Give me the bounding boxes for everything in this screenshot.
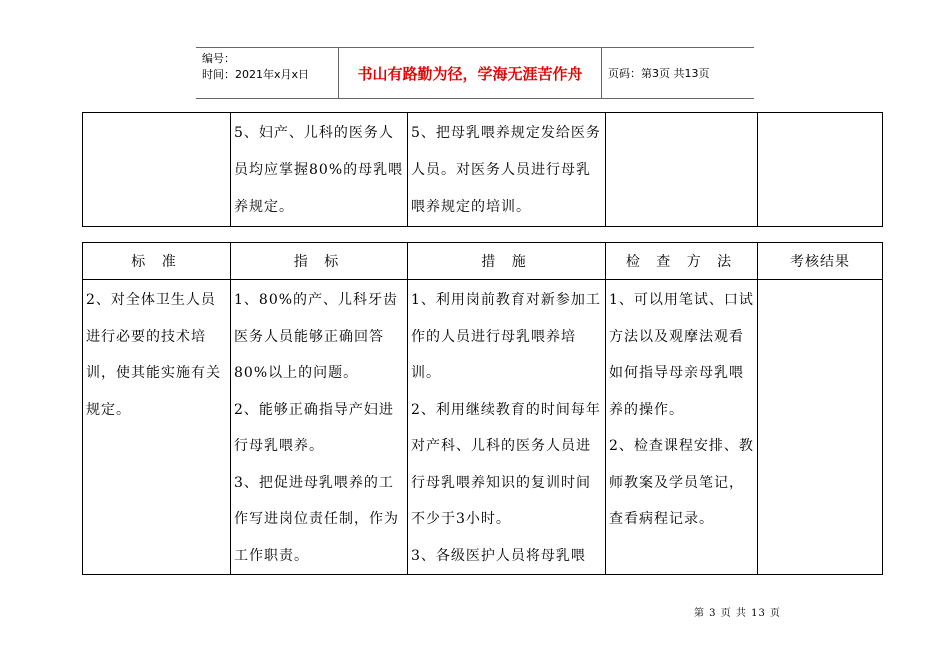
- measure-cell: [408, 280, 606, 575]
- number-label: 编号：: [202, 52, 235, 65]
- measure-item: 3、各级医护人员将母乳喂: [411, 547, 586, 564]
- table-header-row: [83, 243, 883, 280]
- table-row: [83, 113, 883, 227]
- header-result: 考核结果: [758, 243, 883, 280]
- indicator-item: 2、能够正确指导产妇进行母乳喂养。: [234, 401, 394, 454]
- method-cell: [606, 280, 758, 575]
- indicator-cell: 5、妇产、儿科的医务人员均应掌握80%的母乳喂养规定。: [231, 113, 408, 227]
- indicator-cell: [231, 280, 408, 575]
- standard-cell: 2、对全体卫生人员进行必要的技术培训，使其能实施有关规定。: [83, 280, 231, 575]
- header-indicator: 指 标: [231, 243, 408, 280]
- page-header: [196, 47, 754, 99]
- header-method: 检 查 方 法: [606, 243, 758, 280]
- table-row: [83, 280, 883, 575]
- measure-cell: 5、把母乳喂养规定发给医务人员。对医务人员进行母乳喂养规定的培训。: [408, 113, 606, 227]
- continued-table: [82, 112, 883, 227]
- measure-item: 2、利用继续教育的时间每年对产科、儿科的医务人员进行母乳喂养知识的复训时间不少于3小时。: [411, 401, 601, 527]
- method-cell: [606, 113, 758, 227]
- time-label: 时间：2021年x月x日: [202, 68, 310, 81]
- standard-cell: [83, 113, 231, 227]
- result-cell: [758, 113, 883, 227]
- method-item: 1、可以用笔试、口试方法以及观摩法观看如何指导母亲母乳喂养的操作。: [609, 292, 754, 418]
- indicator-item: 3、把促进母乳喂养的工作写进岗位责任制，作为工作职责。: [234, 474, 399, 564]
- measure-item: 1、利用岗前教育对新参加工作的人员进行母乳喂养培训。: [411, 292, 601, 381]
- result-cell: [758, 280, 883, 575]
- assessment-table: [82, 242, 883, 575]
- indicator-item: 1、80%的产、儿科牙齿医务人员能够正确回答80%以上的问题。: [234, 292, 399, 381]
- page-footer: 第 3 页 共 13 页: [694, 608, 781, 619]
- header-meta: [202, 51, 342, 83]
- header-divider: [601, 48, 602, 98]
- method-item: 2、检查课程安排、教师教案及学员笔记， 查看病程记录。: [609, 438, 754, 527]
- header-measure: 措 施: [408, 243, 606, 280]
- header-motto: 书山有路勤为径，学海无涯苦作舟: [357, 64, 583, 83]
- header-page-label: 页码：第3页 共13页: [608, 67, 710, 80]
- header-standard: 标 准: [83, 243, 231, 280]
